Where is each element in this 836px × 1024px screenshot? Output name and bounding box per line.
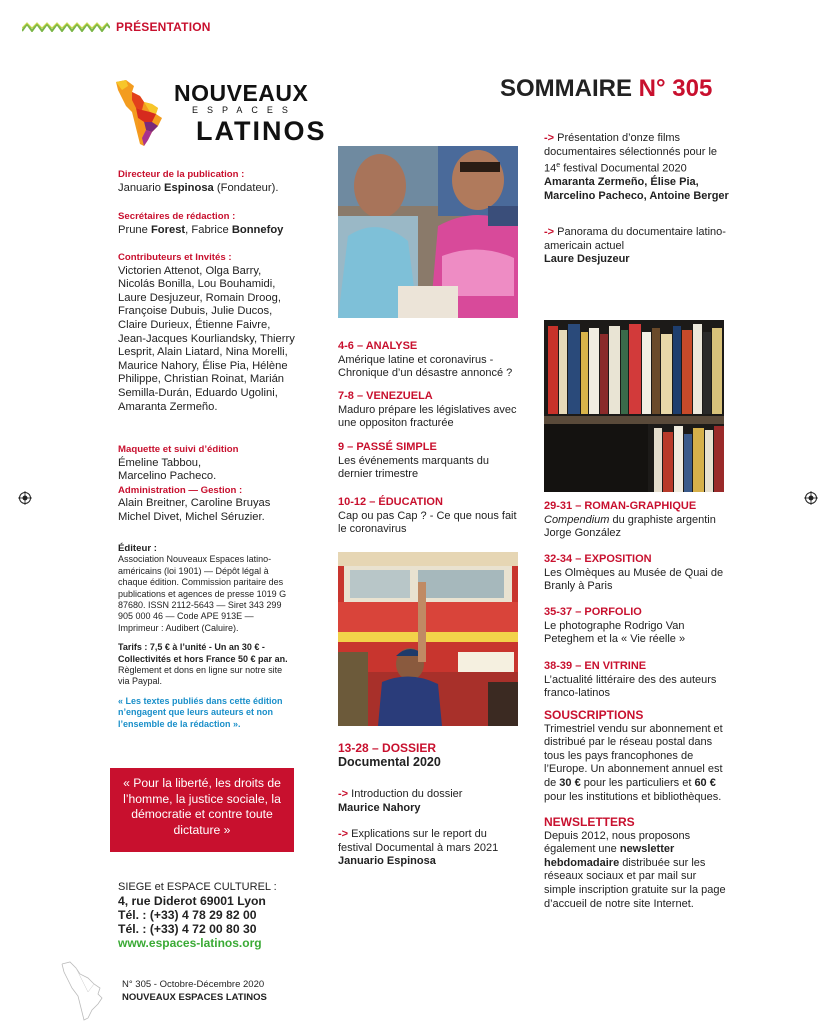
footer-title: NOUVEAUX ESPACES LATINOS — [122, 992, 267, 1003]
souscriptions-title: SOUSCRIPTIONS — [544, 708, 644, 722]
photo-bookshelf — [544, 320, 724, 492]
logo-line-3: LATINOS — [196, 116, 327, 146]
directeur-label: Directeur de la publication : — [118, 169, 245, 180]
editeur-text: Association Nouveaux Espaces latino-américains (loi 1901) — Dépôt légal à chaque édition. Commission paritaire des publications et agences de presse 1019 G 87680. ISSN 2112-5643 — Siret 343 299 905 000 46 — Code APE 913E — Imprimeur : Audibert (Caluire). — [118, 554, 287, 633]
photo-women-masks — [338, 146, 518, 318]
sous-text-c: pour les institutions et bibliothèques. — [544, 790, 722, 803]
maquette-label: Maquette et suivi d’édition — [118, 444, 239, 455]
logo-line-2: ESPACES — [192, 105, 297, 115]
contributeurs-label: Contributeurs et Invités : — [118, 252, 232, 263]
toc-text: du graphiste argentin Jorge González — [544, 513, 716, 540]
toc-pages: 38-39 – EN VITRINE — [544, 660, 647, 672]
toc-text: Les Olmèques au Musée de Quai de Branly à Paris — [544, 566, 724, 593]
toc-pages: 29-31 – ROMAN-GRAPHIQUE — [544, 500, 697, 512]
toc-item-venezuela[interactable] — [338, 390, 518, 431]
news-text-a: Depuis 2012, nous proposons également une — [544, 829, 691, 856]
masthead-editeur — [118, 543, 294, 730]
news-text-b: distribuée sur les réseaux sociaux et par mail sur simple inscription gratuite sur la page d’accueil de notre site Internet. — [544, 856, 726, 910]
website-link[interactable]: www.espaces-latinos.org — [118, 936, 262, 950]
sous-price-2: 60 € — [694, 776, 716, 789]
contributeurs-list: Victorien Attenot, Olga Barry, Nicolás Bonilla, Lou Bouhamidi, Laure Desjuzeur, Romain Droog, Françoise Dubuis, Julie Ducos, Claire Durieux, Étienne Faivre, Jean-Jacques Kourliandsky, Thierry Lesprit, Alain Liatard, Nina Morelli, Maurice Nahory, Élise Pia, Hélène Philippe, Christian Roinat, Marián Semilla-Durán, Eduardo Ugolini, Amaranta Zermeño. — [118, 264, 295, 413]
toc-text: Maduro prépare les législatives avec une oppositon fracturée — [338, 403, 517, 430]
sec-3: , Fabrice — [185, 223, 232, 236]
dossier-item-panorama[interactable] — [544, 226, 730, 267]
dossier-item-films[interactable] — [544, 132, 730, 204]
arrow-icon: -> — [544, 226, 555, 238]
footer-issue: N° 305 - Octobre-Décembre 2020 — [122, 979, 265, 990]
toc-item-analyse[interactable] — [338, 340, 518, 381]
tarifs — [118, 642, 294, 688]
toc-pages: 4-6 – ANALYSE — [338, 340, 418, 352]
latin-america-map-icon — [112, 78, 178, 148]
toc-pages: 9 – PASSÉ SIMPLE — [338, 441, 437, 453]
films-sup: e — [556, 162, 561, 170]
registration-mark-icon — [804, 491, 818, 505]
directeur-first: Januario — [118, 181, 165, 194]
siege-tel-2: Tél. : (+33) 4 72 00 80 30 — [118, 922, 257, 936]
toc-text: Les événements marquants du dernier trimestre — [338, 454, 490, 481]
editeur-label: Éditeur : — [118, 543, 157, 554]
map-outline-icon — [58, 960, 118, 1022]
maquette-line-1: Émeline Tabbou, — [118, 456, 202, 469]
panorama-author: Laure Desjuzeur — [544, 253, 630, 266]
admin-label: Administration — Gestion : — [118, 484, 243, 496]
sous-price-1: 30 € — [559, 776, 581, 789]
toc-item-exposition[interactable] — [544, 553, 730, 594]
siege-block — [118, 880, 288, 950]
tarifs-text: Règlement et dons en ligne sur notre site via Paypal. — [118, 665, 283, 687]
photo-red-bus — [338, 552, 518, 726]
panorama-text: Panorama du documentaire latino-americain actuel — [544, 226, 726, 252]
motto-quote: « Pour la liberté, les droits de l’homme, la justice sociale, la démocratie et contre toute dictature » — [110, 768, 294, 852]
masthead-directeur — [118, 168, 298, 195]
sommaire-heading — [500, 75, 712, 103]
newsletters-block — [544, 816, 730, 911]
films-authors: Amaranta Zermeño, Élise Pia, Marcelino Pacheco, Antoine Berger — [544, 176, 729, 203]
dossier-block[interactable] — [338, 742, 518, 769]
directeur-last: Espinosa — [164, 181, 214, 194]
films-text-b: festival Documental 2020 — [560, 162, 687, 175]
secretaires-names — [118, 224, 298, 238]
souscriptions-text — [544, 723, 730, 805]
disclaimer: « Les textes publiés dans cette édition n’engagent que leurs auteurs et non l’ensemble de la rédaction ». — [118, 695, 283, 729]
toc-item-porfolio[interactable] — [544, 606, 730, 647]
toc-text: Cap ou pas Cap ? - Ce que nous fait le coronavirus — [338, 509, 517, 536]
toc-em: Compendium — [544, 513, 610, 526]
toc-pages: 10-12 – ÉDUCATION — [338, 496, 443, 508]
admin-line-2: Michel Divet, Michel Séruzier. — [118, 510, 265, 523]
registration-mark-icon — [18, 491, 32, 505]
souscriptions-block — [544, 709, 730, 804]
siege-label: SIEGE et ESPACE CULTUREL : — [118, 881, 277, 893]
toc-pages: 7-8 – VENEZUELA — [338, 390, 433, 402]
toc-item-roman-graphique[interactable] — [544, 500, 730, 541]
sous-text-b: pour les particuliers et — [580, 776, 695, 789]
sec-2: Forest — [150, 223, 186, 236]
arrow-icon: -> — [338, 788, 349, 800]
arrow-icon: -> — [544, 132, 555, 144]
secretaires-label: Secrétaires de rédaction : — [118, 211, 236, 222]
siege-tel-1: Tél. : (+33) 4 78 29 82 00 — [118, 908, 257, 922]
newsletters-title: NEWSLETTERS — [544, 815, 635, 829]
dossier-pages: 13-28 – DOSSIER — [338, 741, 437, 755]
masthead-secretaires — [118, 210, 298, 237]
toc-text: Le photographe Rodrigo Van Peteghem et la « Vie réelle » — [544, 619, 686, 646]
news-bold: newsletter hebdomadaire — [544, 843, 675, 869]
sous-text-a: Trimestriel vendu sur abonnement et distribué par le réseau postal dans tous les pays francophones de l’Europe. Un abonnement annuel est de — [544, 722, 723, 789]
masthead-maquette — [118, 443, 298, 525]
arrow-icon: -> — [338, 828, 349, 840]
toc-item-education[interactable] — [338, 496, 518, 537]
sec-4: Bonnefoy — [231, 223, 284, 236]
maquette-line-2: Marcelino Pacheco. — [118, 470, 217, 483]
toc-item-passe-simple[interactable] — [338, 441, 518, 482]
toc-item-en-vitrine[interactable] — [544, 660, 730, 701]
masthead-contributeurs — [118, 251, 298, 414]
issue-number: N° 305 — [638, 75, 713, 102]
toc-text: Amérique latine et coronavirus - Chronique d’un désastre annoncé ? — [338, 353, 513, 380]
directeur-note: (Fondateur). — [213, 181, 279, 194]
dossier-item-author: Maurice Nahory — [338, 801, 421, 814]
dossier-title: Documental 2020 — [338, 754, 441, 769]
dossier-item-intro[interactable] — [338, 788, 518, 815]
directeur-name — [118, 182, 298, 196]
toc-text: L’actualité littéraire des des auteurs franco-latinos — [544, 673, 717, 700]
films-text-a: Présentation d’onze films documentaires sélectionnés pour le 14 — [544, 132, 718, 175]
dossier-item-report[interactable] — [338, 828, 518, 869]
toc-pages: 32-34 – EXPOSITION — [544, 553, 652, 565]
decorative-zigzag-icon — [22, 22, 110, 32]
dossier-item-text: Introduction du dossier — [351, 788, 463, 800]
page-footer — [122, 978, 267, 1004]
magazine-logo — [112, 78, 334, 148]
sommaire-label: SOMMAIRE — [500, 75, 632, 102]
siege-address: 4, rue Diderot 69001 Lyon — [118, 894, 266, 908]
admin-line-1: Alain Breitner, Caroline Bruyas — [118, 497, 271, 510]
sec-1: Prune — [118, 223, 151, 236]
logo-line-1: NOUVEAUX — [174, 80, 309, 106]
tarifs-bold: Tarifs : 7,5 € à l’unité - Un an 30 € - Collectivités et hors France 50 € par an. — [118, 642, 288, 664]
dossier-item-text: Explications sur le report du festival Documental à mars 2021 — [338, 828, 499, 854]
section-label: PRÉSENTATION — [116, 20, 211, 34]
dossier-item-author: Januario Espinosa — [338, 855, 436, 868]
newsletters-text — [544, 830, 730, 912]
toc-pages: 35-37 – PORFOLIO — [544, 606, 642, 618]
